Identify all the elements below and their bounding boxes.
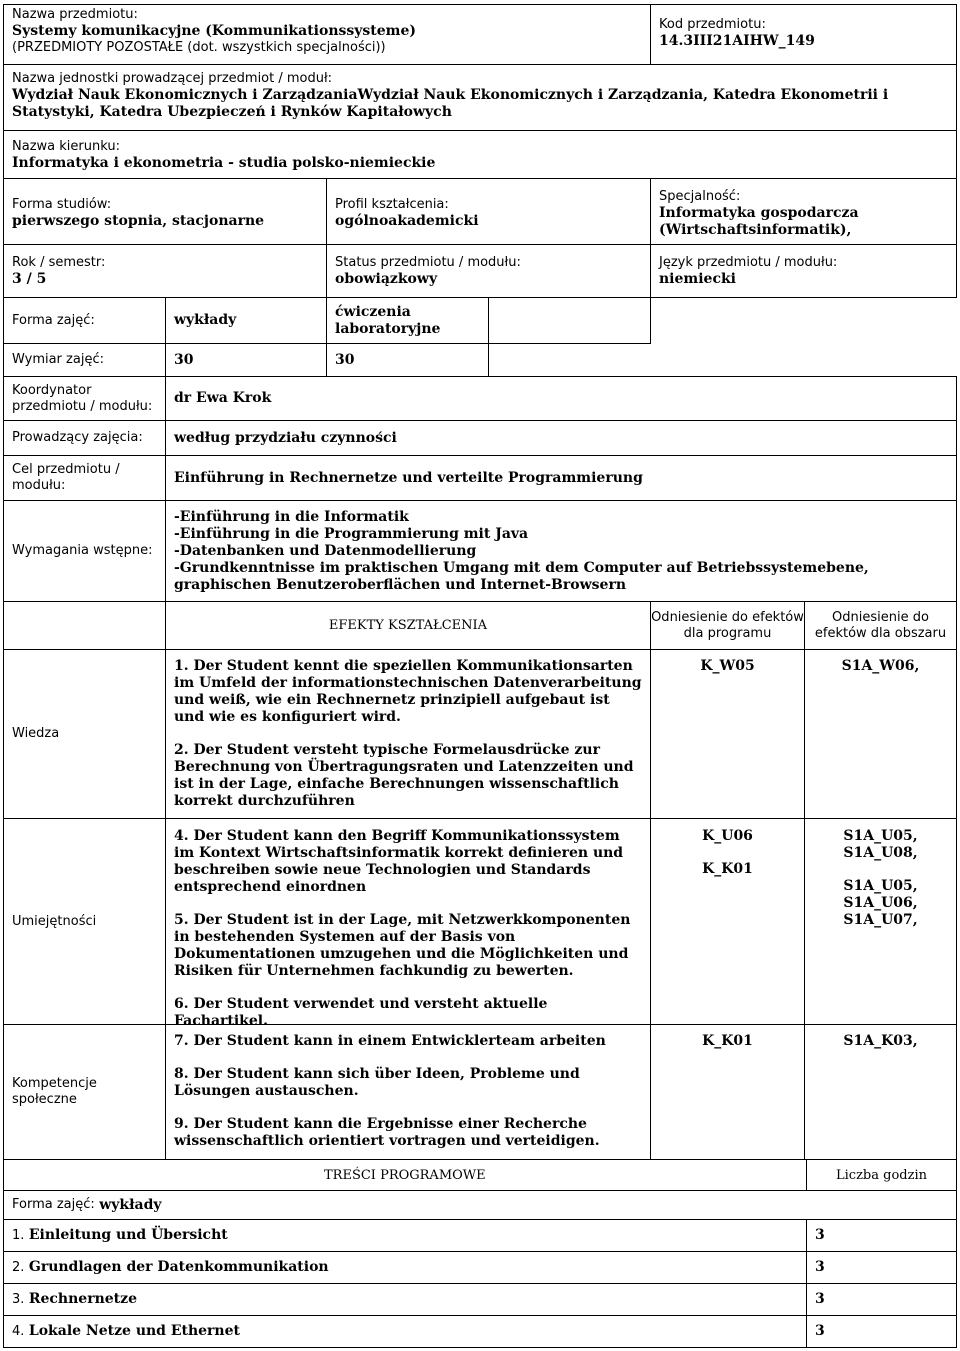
coordinator-value: dr Ewa Krok [174,390,272,406]
skills-effects-cell [165,818,651,1029]
skills-effect-5: 5. Der Student ist in der Lage, mit Netzwerkkomponenten in bestehenden Systemen auf der Basis von Dokumentationen umzugehen und die Möglichkeiten und Risiken für Unternehmen fachkundig zu bewerten. [174,912,631,979]
skills-program-ref-1: K_U06 [702,828,753,844]
topic-row [3,1219,807,1252]
hours-header-cell [806,1159,957,1191]
class-form-1: wykłady [174,312,237,328]
topic-number: 4. [12,1323,25,1339]
study-form-cell [3,178,327,245]
topic-title: Grundlagen der Datenkommunikation [28,1259,329,1275]
content-form-label: Forma zajęć: [12,1197,95,1212]
coordinator-label: Koordynator przedmiotu / modułu: [12,382,153,414]
class-form-2: ćwiczenia laboratoryjne [335,303,441,337]
knowledge-effect-2: 2. Der Student versteht typische Formelausdrücke zur Berechnung von Übertragungsraten und Latenzzeiten und ist in der Lage, einfache Berechnungen wissenschaftlich korrekt durchzuführen [174,742,634,809]
topic-hours: 3 [815,1259,825,1275]
profile-cell [326,178,651,245]
year-value: 3 / 5 [12,271,47,287]
requirements-label: Wymagania wstępne: [12,543,153,558]
competences-program-ref: K_K01 [702,1033,753,1049]
goal-value-cell [165,455,957,501]
topic-row [3,1251,807,1284]
study-form-label: Forma studiów: [12,197,112,212]
topic-row [3,1283,807,1316]
language-label: Język przedmiotu / modułu: [659,255,838,270]
competences-label: Kompetencje społeczne [12,1076,97,1107]
topic-hours-cell [806,1251,957,1284]
class-hours-1-cell [165,343,327,377]
topic-number: 3. [12,1291,25,1307]
profile-label: Profil kształcenia: [335,197,449,212]
topic-hours: 3 [815,1323,825,1339]
specialization-label: Specjalność: [659,189,741,204]
field-value: Informatyka i ekonometria - studia polsko-niemieckie [12,155,436,171]
topic-number: 1. [12,1227,25,1243]
topic-hours: 3 [815,1227,825,1243]
requirements-value: -Einführung in die Informatik -Einführung in die Programmierung mit Java -Datenbanken und Datenmodellierung -Grundkenntnisse im praktischen Umgang mit dem Computer auf Betriebssystemebene, graphischen Benutzeroberflächen und Internet-Browsern [174,508,869,593]
topic-number: 2. [12,1259,25,1275]
goal-value: Einführung in Rechnernetze und verteilte Programmierung [174,469,643,486]
goal-label-cell [3,455,166,501]
topic-title: Rechnernetze [28,1291,137,1307]
requirements-value-cell [165,500,957,602]
goal-label: Cel przedmiotu / modułu: [12,462,120,493]
field-label: Nazwa kierunku: [12,139,120,154]
competences-effect-7: 7. Der Student kann in einem Entwicklerteam arbeiten [174,1033,606,1049]
specialization-value: Informatyka gospodarcza (Wirtschaftsinformatik), [659,205,859,238]
knowledge-area-ref: S1A_W06, [841,658,920,674]
unit-value: Wydział Nauk Ekonomicznych i ZarządzaniaWydział Nauk Ekonomicznych i Zarządzania, Katedra Ekonometrii i Statystyki, Katedra Ubezpieczeń i Rynków Kapitałowych [12,87,889,120]
subject-name-subtitle: (PRZEDMIOTY POZOSTAŁE (dot. wszystkich specjalności)) [12,40,386,55]
competences-program-cell [650,1024,805,1160]
outcomes-header: EFEKTY KSZTAŁCENIA [328,618,488,633]
area-ref-header: Odniesienie do efektów dla obszaru [814,609,947,641]
subject-code-cell [650,4,957,65]
skills-label-cell [3,818,166,1025]
area-ref-header-cell [804,601,957,650]
skills-area-ref-2: S1A_U05, S1A_U06, S1A_U07, [843,878,918,928]
knowledge-program-ref: K_W05 [700,658,755,674]
skills-effect-4: 4. Der Student kann den Begriff Kommunikationssystem im Kontext Wirtschaftsinformatik korrekt definieren und beschreiben sowie neue Technologien und Standards entsprechend einordnen [174,828,624,895]
competences-label-cell [3,1024,166,1160]
class-form-label-cell [3,297,166,344]
topic-hours: 3 [815,1291,825,1307]
hours-header: Liczba godzin [836,1167,927,1183]
status-value: obowiązkowy [335,271,438,287]
class-hours-2: 30 [335,351,355,368]
specialization-cell [650,178,957,245]
content-form-cell [3,1190,957,1220]
skills-area-cell [804,818,957,1025]
language-cell [650,244,957,298]
subject-name-label: Nazwa przedmiotu: [12,7,138,22]
status-cell [326,244,651,298]
knowledge-area-cell [804,649,957,819]
class-hours-label-cell [3,343,166,377]
program-ref-header-cell [650,601,805,650]
skills-effect-6: 6. Der Student verwendet und versteht aktuelle Fachartikel. [174,996,548,1029]
class-form-label: Forma zajęć: [12,312,95,328]
topic-title: Lokale Netze und Ethernet [28,1323,240,1339]
class-hours-2-cell [326,343,489,377]
content-header-cell [3,1159,807,1191]
unit-label: Nazwa jednostki prowadzącej przedmiot / moduł: [12,71,333,86]
program-ref-header: Odniesienie do efektów dla programu [651,609,804,641]
subject-name-value: Systemy komunikacyjne (Kommunikationssysteme) [12,23,417,39]
year-label: Rok / semestr: [12,255,106,270]
subject-name-cell [3,4,651,65]
topic-title: Einleitung und Übersicht [28,1227,228,1243]
outcomes-header-spacer [3,601,166,650]
lecturers-label-cell [3,420,166,456]
class-form-1-cell [165,297,327,344]
field-cell [3,130,957,179]
competences-effect-8: 8. Der Student kann sich über Ideen, Probleme und Lösungen austauschen. [174,1066,580,1099]
competences-effect-9: 9. Der Student kann die Ergebnisse einer Recherche wissenschaftlich orientiert vortragen und verteidigen. [174,1116,600,1149]
competences-area-cell [804,1024,957,1160]
skills-label: Umiejętności [12,913,97,929]
knowledge-effect-1: 1. Der Student kennt die speziellen Kommunikationsarten im Umfeld der informationstechnischen Datenverarbeitung und weiß, wie ein Rechnernetz prinzipiell aufgebaut ist und wie es konfiguriert wird. [174,658,642,725]
unit-cell [3,64,957,131]
knowledge-program-cell [650,649,805,819]
status-label: Status przedmiotu / modułu: [335,255,521,270]
skills-area-ref-1: S1A_U05, S1A_U08, [843,828,918,861]
profile-value: ogólnoakademicki [335,213,479,229]
topic-row [3,1315,807,1348]
language-value: niemiecki [659,271,736,287]
class-hours-1: 30 [174,351,194,368]
class-form-2-cell [326,297,489,344]
study-form-value: pierwszego stopnia, stacjonarne [12,213,265,229]
skills-program-ref-2: K_K01 [702,861,753,877]
requirements-label-cell [3,500,166,602]
knowledge-effects-cell [165,649,651,819]
competences-effects-cell [165,1024,651,1160]
skills-program-cell [650,818,805,1025]
coordinator-value-cell [165,376,957,421]
topic-hours-cell [806,1219,957,1252]
lecturers-value: według przydziału czynności [174,429,397,446]
knowledge-label: Wiedza [12,726,60,741]
subject-code-label: Kod przedmiotu: [659,17,766,32]
subject-code-value: 14.3III21AIHW_149 [659,33,815,49]
lecturers-label: Prowadzący zajęcia: [12,430,143,445]
year-cell [3,244,327,298]
content-form-value: wykłady [99,1196,162,1213]
topic-hours-cell [806,1315,957,1348]
coordinator-label-cell [3,376,166,421]
class-form-empty-cell [488,297,651,344]
content-header: TREŚCI PROGRAMOWE [324,1168,486,1183]
topic-hours-cell [806,1283,957,1316]
lecturers-value-cell [165,420,957,456]
knowledge-label-cell [3,649,166,819]
competences-area-ref: S1A_K03, [843,1033,918,1049]
outcomes-header-cell [165,601,651,650]
class-hours-label: Wymiar zajęć: [12,352,104,367]
